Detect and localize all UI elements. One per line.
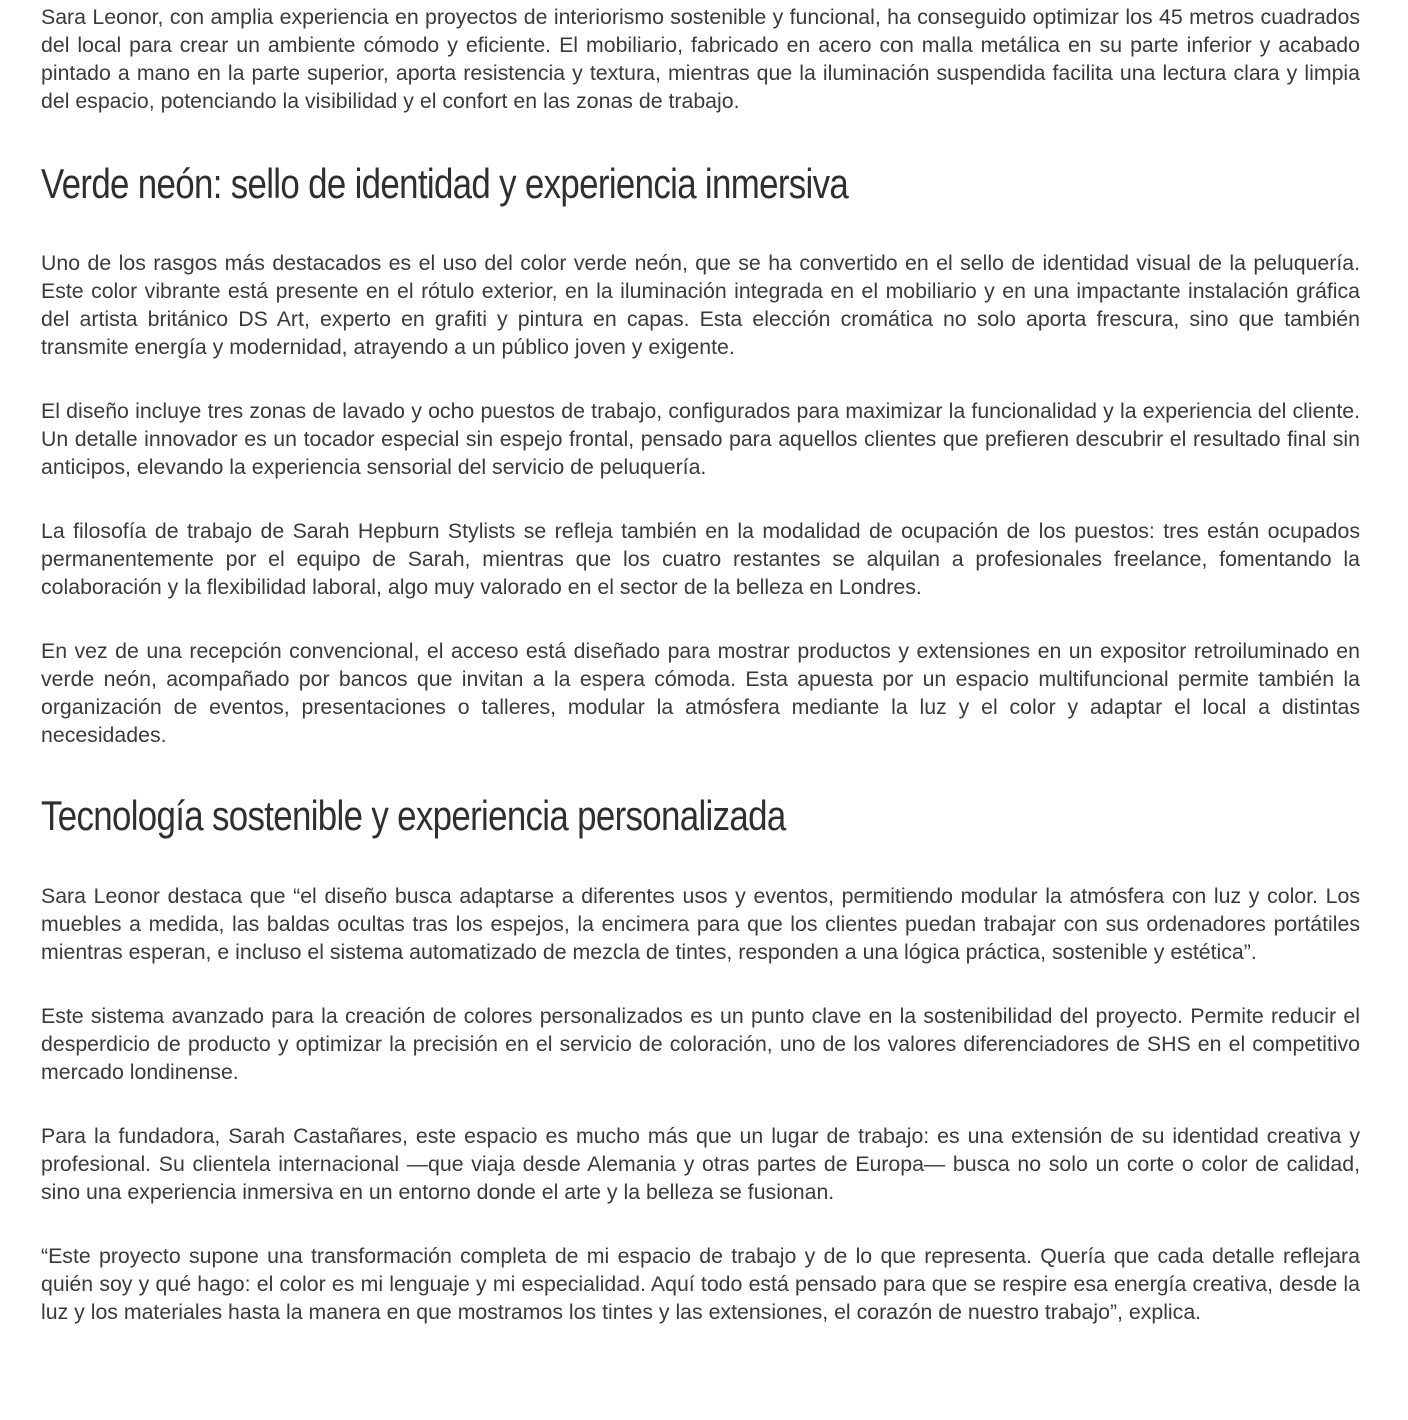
paragraph: Uno de los rasgos más destacados es el uso del color verde neón, que se ha convertido en el sello de identidad visual de la peluquería. Este color vibrante está presente en el rótulo exterior, en la iluminación integrada en el mobiliario y en una impactante instalación gráfica del artista británico DS Art, experto en grafiti y pintura en capas. Esta elección cromática no solo aporta frescura, sino que también transmite energía y modernidad, atrayendo a un público joven y exigente.	[41, 251, 1360, 359]
paragraph: La filosofía de trabajo de Sarah Hepburn Stylists se refleja también en la modalidad de ocupación de los puestos: tres están ocupados permanentemente por el equipo de Sarah, mientras que los cuatro restantes se alquilan a profesionales freelance, fomentando la colaboración y la flexibilidad laboral, algo muy valorado en el sector de la belleza en Londres.	[41, 519, 1360, 599]
paragraph: En vez de una recepción convencional, el acceso está diseñado para mostrar productos y extensiones en un expositor retroiluminado en verde neón, acompañado por bancos que invitan a la espera cómoda. Esta apuesta por un espacio multifuncional permite también la organización de eventos, presentaciones o talleres, modular la atmósfera mediante la luz y el color y adaptar el local a distintas necesidades.	[41, 639, 1360, 747]
paragraph: Este sistema avanzado para la creación de colores personalizados es un punto clave en la sostenibilidad del proyecto. Permite reducir el desperdicio de producto y optimizar la precisión en el servicio de coloración, uno de los valores diferenciadores de SHS en el competitivo mercado londinense.	[41, 1004, 1360, 1084]
paragraph: “Este proyecto supone una transformación completa de mi espacio de trabajo y de lo que representa. Quería que cada detalle reflejara quién soy y qué hago: el color es mi lenguaje y mi especialidad. Aquí todo está pensado para que se respire esa energía creativa, desde la luz y los materiales hasta la manera en que mostramos los tintes y las extensiones, el corazón de nuestro trabajo”, explica.	[41, 1244, 1360, 1324]
article-body	[41, 3, 1360, 1362]
section-heading-verde-neon: Verde neón: sello de identidad y experiencia inmersiva	[41, 160, 849, 207]
paragraph: El diseño incluye tres zonas de lavado y ocho puestos de trabajo, configurados para maximizar la funcionalidad y la experiencia del cliente. Un detalle innovador es un tocador especial sin espejo frontal, pensado para aquellos clientes que prefieren descubrir el resultado final sin anticipos, elevando la experiencia sensorial del servicio de peluquería.	[41, 399, 1360, 479]
paragraph: Sara Leonor destaca que “el diseño busca adaptarse a diferentes usos y eventos, permitiendo modular la atmósfera con luz y color. Los muebles a medida, las baldas ocultas tras los espejos, la encimera para que los clientes puedan trabajar con sus ordenadores portátiles mientras esperan, e incluso el sistema automatizado de mezcla de tintes, responden a una lógica práctica, sostenible y estética”.	[41, 884, 1360, 964]
paragraph: Para la fundadora, Sarah Castañares, este espacio es mucho más que un lugar de trabajo: es una extensión de su identidad creativa y profesional. Su clientela internacional —que viaja desde Alemania y otras partes de Europa— busca no solo un corte o color de calidad, sino una experiencia inmersiva en un entorno donde el arte y la belleza se fusionan.	[41, 1124, 1360, 1204]
intro-paragraph: Sara Leonor, con amplia experiencia en proyectos de interiorismo sostenible y funcional, ha conseguido optimizar los 45 metros cuadrados del local para crear un ambiente cómodo y eficiente. El mobiliario, fabricado en acero con malla metálica en su parte inferior y acabado pintado a mano en la parte superior, aporta resistencia y textura, mientras que la iluminación suspendida facilita una lectura clara y limpia del espacio, potenciando la visibilidad y el confort en las zonas de trabajo.	[41, 5, 1360, 113]
section-heading-tecnologia: Tecnología sostenible y experiencia personalizada	[41, 792, 786, 839]
